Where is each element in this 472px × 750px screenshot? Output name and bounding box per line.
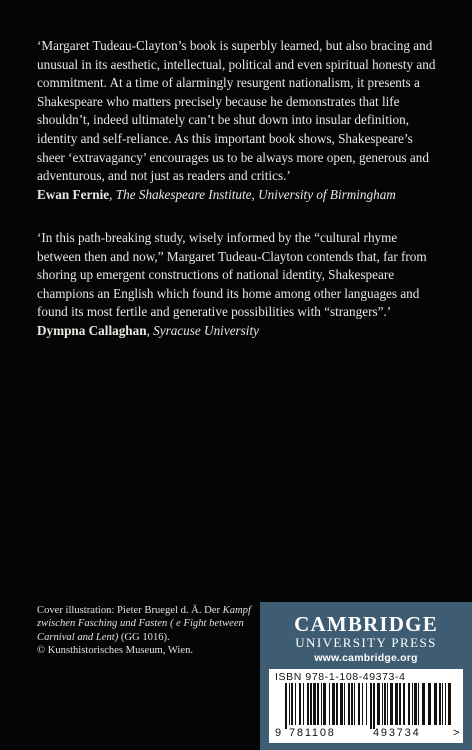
endorser-name: Dympna Callaghan xyxy=(37,322,147,338)
publisher-panel xyxy=(260,602,472,750)
barcode-digits xyxy=(269,727,463,741)
publisher-name: CAMBRIDGE xyxy=(294,612,438,636)
endorser-affiliation: The Shakespeare Institute, University of Birmingham xyxy=(115,186,396,202)
cover-illustration-credit xyxy=(37,604,252,658)
barcode-panel xyxy=(269,669,463,743)
endorser: Ewan Fernie, The Shakespeare Institute, University of Birmingham xyxy=(37,186,396,202)
publisher-subname: UNIVERSITY PRESS xyxy=(295,635,437,650)
credit-catalog: (GG 1016). xyxy=(118,631,170,643)
barcode-icon xyxy=(269,683,463,729)
barcode-digit-group-left: 781108 xyxy=(289,727,336,739)
credit-lead: Cover illustration: Pieter Bruegel d. Ä. Der xyxy=(37,605,220,616)
endorser-name: Ewan Fernie xyxy=(37,186,110,202)
credit-artwork-title: Kampf zwischen Fasching und Fasten ( e Fight between Carnival and Lent) xyxy=(37,605,251,643)
endorser-affiliation: Syracuse University xyxy=(153,322,259,338)
endorsement-quote: ‘Margaret Tudeau-Clayton’s book is superbly learned, but also bracing and unusual in its aesthetic, intellectual, political and even spiritual honesty and commitment. At a time of alarmingly resurgent nationalism, it presents a Shakespeare who matters precisely because he demonstrates that life shouldn’t, indeed ultimately can’t be shut down into insular definition, identity and self-reliance. As this important book shows, Shakespeare’s sheer ‘extravagancy’ encourages us to be always more open, generous and adventurous, and not just as readers and critics.’ xyxy=(37,38,436,184)
credit-copyright: © Kunsthistorisches Museum, Wien. xyxy=(37,645,194,657)
endorsement-fernie xyxy=(37,37,442,204)
barcode-end-marker: > xyxy=(453,727,460,739)
endorsement-quote: ‘In this path-breaking study, wisely informed by the “cultural rhyme between then and now,” Margaret Tudeau-Clayton contends that, far from shoring up emergent constructions of national identity, Shakespeare champions an English which found its home among other languages and found its most fertile and generative possibilities with “strangers”.’ xyxy=(37,230,427,320)
publisher-url: www.cambridge.org xyxy=(314,652,418,664)
isbn-label: ISBN 978-1-108-49373-4 xyxy=(275,671,406,683)
endorsement-callaghan xyxy=(37,229,442,341)
endorser: Dympna Callaghan, Syracuse University xyxy=(37,322,259,338)
barcode-digit-first: 9 xyxy=(275,727,282,739)
barcode-digit-group-right: 493734 xyxy=(373,727,421,739)
